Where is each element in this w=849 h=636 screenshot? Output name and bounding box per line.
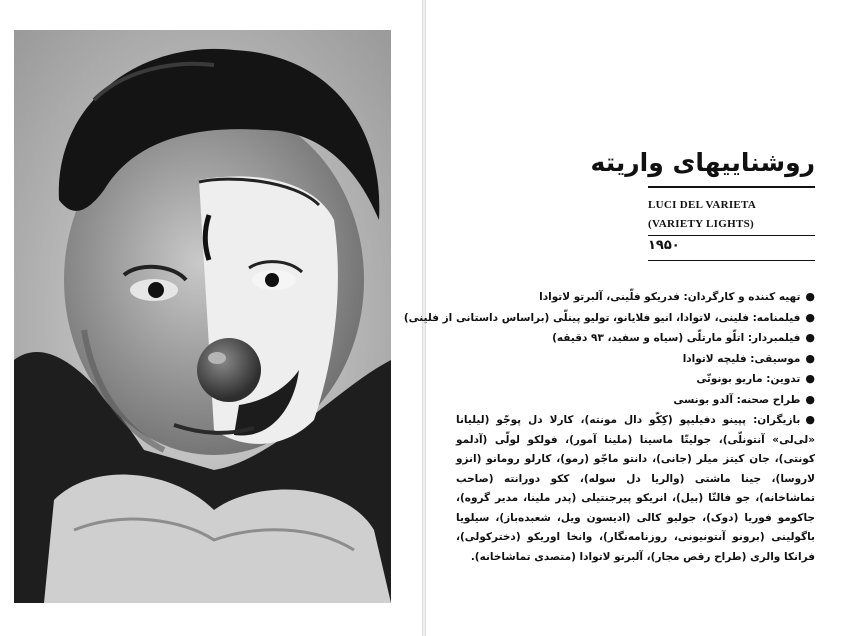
bullet-icon: ● [805,310,815,324]
film-title-english [648,196,756,234]
credit-cast: ●بازیگران: پپینو دفیلیپو (کِکّو دال مونته)، کارلا دل پوجّو (لیلیانا «لی‌لی» آنتونلّی)، جولیتّا ماسینا (ملینا آمور)، فولکو لولّی (آدلمو کونتی)، جان کیتز میلر (جانی)، دانتو ماجّو (رمو)، کارلو رومانو (انزو لاروسا)، جینا ماشتی (والریا دل سوله)، ککو دورانته (صاحب تماشاخانه)، جو فالتّا (بیل)، انریکو پیرجنتیلی (پدر ملینا، مدیر گروه)، جاکومو فوریا (دوک)، جولیو کالی (ادیسون ویل، شعبده‌باز)، سیلویا باگولینی (برونو آنتونیونی، روزنامه‌نگار)، وانخا اوریکو (دخترکولی)، فرانکا والری (طراح رقص مجار)، آلبرتو لاتوادا (متصدی تماشاخانه). [456,410,815,567]
credits-list [403,287,815,567]
title-rule [648,186,815,188]
credit-production-designer: ●طراح صحنه: آلدو بونسی [456,390,815,411]
bullet-icon: ● [805,392,815,406]
left-page [0,0,422,636]
credit-music: ●موسیقی: فلیچه لاتوادا [456,349,815,370]
right-page [403,0,849,636]
film-title-original: LUCI DEL VARIETA [648,199,757,211]
credit-editor: ●تدوین: ماریو بونوتّی [456,369,815,390]
film-title-translation: (VARIETY LIGHTS) [648,218,754,230]
year-rule-bottom [648,260,815,261]
film-title-persian: روشناییهای واریته [590,148,815,177]
credit-cinematographer: ●فیلمبردار: اتلّو مارتلّی (سیاه و سفید، ۹۳ دقیقه) [456,328,815,349]
clown-portrait-icon [14,30,391,603]
bullet-icon: ● [805,331,815,344]
credit-screenplay: ●فیلمنامه: فلینی، لاتوادا، انیو فلایانو، تولیو پینلّی (براساس داستانی از فلینی) [456,308,815,329]
bullet-icon: ● [805,413,815,426]
bullet-icon: ● [805,372,815,385]
film-year: ۱۹۵۰ [648,238,680,253]
year-rule-top [648,235,815,236]
bullet-icon: ● [805,290,815,303]
credit-producer-director: ●تهیه کننده و کارگردان: فدریکو فلّینی، آلبرتو لاتوادا [456,287,815,308]
bullet-icon: ● [805,351,815,365]
portrait-photo [14,30,391,603]
